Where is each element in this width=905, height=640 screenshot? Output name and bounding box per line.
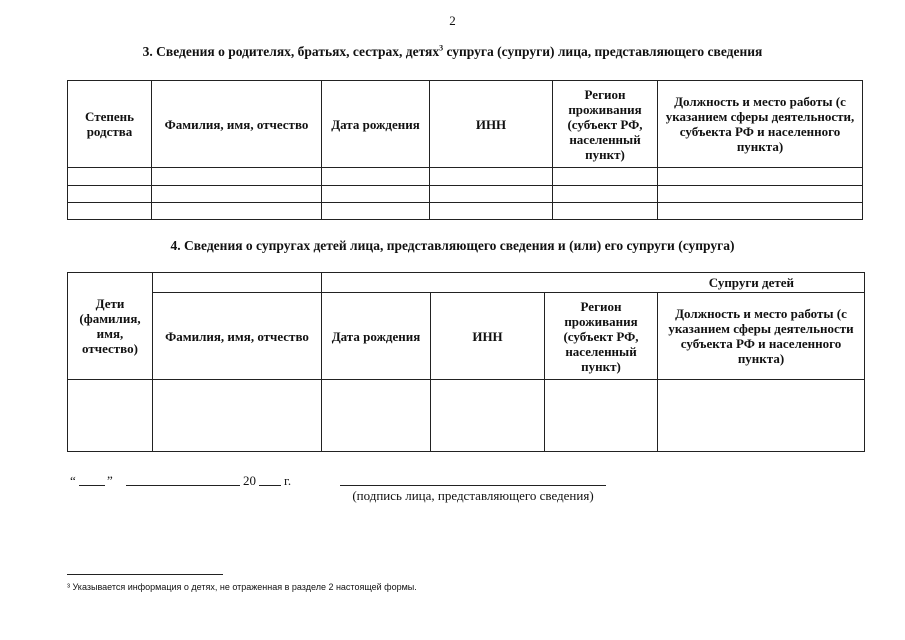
section-4-table [67,272,865,452]
section-3-table [67,80,863,220]
spacer-cell [153,273,322,293]
col-name: Фамилия, имя, отчество [153,293,322,380]
col-children: Дети (фамилия, имя, отчество) [68,273,153,380]
col-name: Фамилия, имя, отчество [152,81,322,168]
table-cell[interactable] [152,168,322,186]
year-blank[interactable] [259,485,281,486]
table-cell[interactable] [430,203,553,220]
signature-blank[interactable] [340,485,606,486]
col-region: Регион проживания (субъект РФ, населенный пункт) [553,81,658,168]
table-header-row [68,273,865,293]
col-inn: ИНН [430,81,553,168]
table-header-row [68,81,863,168]
table-cell[interactable] [322,186,430,203]
page-number: 2 [449,13,456,28]
table-cell[interactable] [658,186,863,203]
table-cell[interactable] [322,168,430,186]
year-prefix: 20 [243,473,256,488]
table-row [68,168,863,186]
table-cell[interactable] [68,380,153,452]
col-birth-date: Дата рождения [322,81,430,168]
table-cell[interactable] [68,168,152,186]
section-3-title [0,44,905,60]
table-cell[interactable] [322,380,431,452]
table-cell[interactable] [553,186,658,203]
table-cell[interactable] [152,203,322,220]
col-region: Регион проживания (субъект РФ, населенный пункт) [545,293,658,380]
col-job: Должность и место работы (с указанием сферы деятельности, субъекта РФ и населенного пункта) [658,81,863,168]
section-3-title-tail: супруга (супруги) лица, представляющего сведения [443,44,763,59]
table-cell[interactable] [658,168,863,186]
col-birth-date: Дата рождения [322,293,431,380]
col-relation: Степень родства [68,81,152,168]
spouses-group-header: Супруги детей [322,273,865,293]
table-row [68,203,863,220]
table-cell[interactable] [430,186,553,203]
table-row [68,380,865,452]
table-cell[interactable] [553,203,658,220]
table-cell[interactable] [68,203,152,220]
table-cell[interactable] [430,168,553,186]
table-cell[interactable] [431,380,545,452]
table-cell[interactable] [553,168,658,186]
table-cell[interactable] [545,380,658,452]
open-quote: “ [70,473,76,488]
footnote-ref: 3 [439,43,444,53]
footnote-text: ³ Указывается информация о детях, не отраженная в разделе 2 настоящей формы. [67,582,417,592]
table-cell[interactable] [152,186,322,203]
table-header-row [68,293,865,380]
month-blank[interactable] [126,485,240,486]
signature-caption: (подпись лица, представляющего сведения) [352,488,594,503]
table-cell[interactable] [322,203,430,220]
table-cell[interactable] [658,380,865,452]
table-cell[interactable] [68,186,152,203]
year-suffix: г. [284,473,292,488]
table-row [68,186,863,203]
section-3-title-main: 3. Сведения о родителях, братьях, сестрах, детях [142,44,440,59]
col-job: Должность и место работы (с указанием сферы деятельности субъекта РФ и населенного пункта) [658,293,865,380]
section-4-title: 4. Сведения о супругах детей лица, представляющего сведения и (или) его супруги (супруга) [170,238,735,253]
table-cell[interactable] [658,203,863,220]
close-quote: ” [107,473,113,488]
col-inn: ИНН [431,293,545,380]
table-cell[interactable] [153,380,322,452]
day-blank[interactable] [79,485,105,486]
footnote-divider [67,574,223,575]
